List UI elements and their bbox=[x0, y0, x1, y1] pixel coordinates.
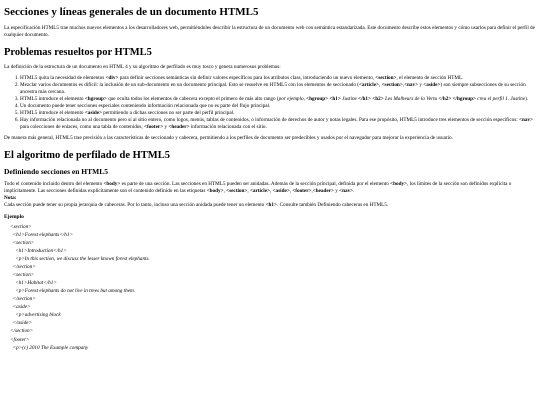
code-line: </aside> bbox=[10, 320, 32, 327]
page-title: Secciones y líneas generales de un documento HTML5 bbox=[4, 6, 259, 18]
code-line: </section> bbox=[10, 296, 36, 303]
code-line: <p>In this section, we discuss the lesser known forest elephants. bbox=[10, 255, 150, 262]
problems-closing: De manera más general, HTML5 trae precisión a las características de seccionado y cabecera, permitiendo a los perfiles de documento ser predecibles y usados por el navegador para mejorar la experiencia de usuario. bbox=[4, 134, 453, 141]
code-line: </section> bbox=[10, 328, 34, 335]
section-heading-problems: Problemas resueltos por HTML5 bbox=[4, 46, 152, 58]
sub-heading-defining-sections: Definiendo secciones en HTML5 bbox=[4, 166, 108, 176]
code-line: <footer> bbox=[10, 336, 30, 343]
list-item: 4. Un documento puede tener secciones especiales conteniendo información relacionada que no es parte del flujo principal. bbox=[20, 103, 536, 110]
example-label: Ejemplo bbox=[4, 213, 24, 220]
code-line: <p>(c) 2010 The Example company bbox=[10, 344, 89, 351]
note-paragraph: Cada sección puede tener su propia jerarquía de cabeceras. Por lo tanto, incluso una sección anidada puede tener un elemento <h1>. Consulte también Definiendo cabeceras en HTML5. bbox=[4, 201, 389, 208]
code-example bbox=[10, 223, 536, 352]
list-item: 3. HTML5 introduce el elemento <hgroup> que oculta todos los elementos de cabecera excepto el primero de más alto rango (por ejemplo, <hgroup> <h1> Justine </h1> <h2> Les Malheurs de la Vertu </h2> </hgroup> crea el perfil 1. Justine). bbox=[20, 96, 536, 103]
code-line: <section> bbox=[10, 272, 35, 279]
code-line: <h1>Introduction</h1> bbox=[10, 247, 67, 254]
section-heading-algorithm: El algoritmo de perfilado de HTML5 bbox=[4, 149, 170, 161]
list-item: 5. HTML5 introduce el elemento <aside> permitiendo a dichas secciones no ser parte del perfil principal. bbox=[20, 110, 536, 117]
code-line: <aside> bbox=[10, 304, 31, 311]
code-line: <section> bbox=[10, 223, 32, 230]
code-line: <p>Forest elephants do not live in trees but among them. bbox=[10, 288, 136, 295]
list-item: 1. HTML5 quita la necesidad de elementos <div> para definir secciones semánticas sin definir valores específicos para los atributos class, introduciendo un nuevo elemento, <section>, el elemento de sección HTML. bbox=[20, 75, 536, 82]
list-item: 2. Mezclar varios documentos es difícil: la inclusión de un sub-documento en un documento principal. Esto se resuelve en HTML5 con los elementos de seccionado (<article>, <section>,<nav> y <aside>) son siempre subsecciones de su sección ancestra más cercana. bbox=[20, 82, 536, 96]
code-line: <section> bbox=[10, 239, 35, 246]
code-line: <h1>Forest elephants</h1> bbox=[10, 231, 73, 238]
sections-paragraph: Todo el contenido incluido dentro del elemento <body> es parte de una sección. Las secciones en HTML5 pueden ser anidadas. Además de la sección principal, definida por el elemento <body>, los límites de la sección son definidos explícita o implícitamente. Las secciones definidas explícitamente son el contenido definido en las etiquetas <body>, <section>, <article>, <aside>, <footer>,<header> y <nav>. bbox=[4, 180, 512, 194]
problems-lead: La definición de la estructura de un documento en HTML 4 y su algoritmo de perfilado es muy tosco y genera numerosos problemas: bbox=[4, 63, 281, 70]
code-line: <h1>Habitat</h1> bbox=[10, 280, 57, 287]
code-line: <p>advertising block bbox=[10, 312, 61, 319]
list-item: 6. Hay información relacionada no al documento pero sí al sitio entero, como logos, menús, tablas de contenidos, o información de derechos de autor y notas legales. Para ese propósito, HTML5 introduce tres elementos de sección específicos: <nav> para colecciones de enlaces, como una tabla de contenidos, <footer> y <header> información relacionada con el sitio. bbox=[20, 117, 536, 131]
intro-paragraph: La especificación HTML5 trae muchos nuevos elementos a los desarrolladores web, permitiéndoles describir la estructura de un documento web con semántica estandarizada. Este documento describe estos elementos y cómo usarlos para definir el perfil de cualquier documento. bbox=[4, 24, 535, 38]
problems-list bbox=[4, 75, 536, 131]
code-line: </section> bbox=[10, 263, 36, 270]
note-label: Nota: bbox=[4, 194, 17, 201]
